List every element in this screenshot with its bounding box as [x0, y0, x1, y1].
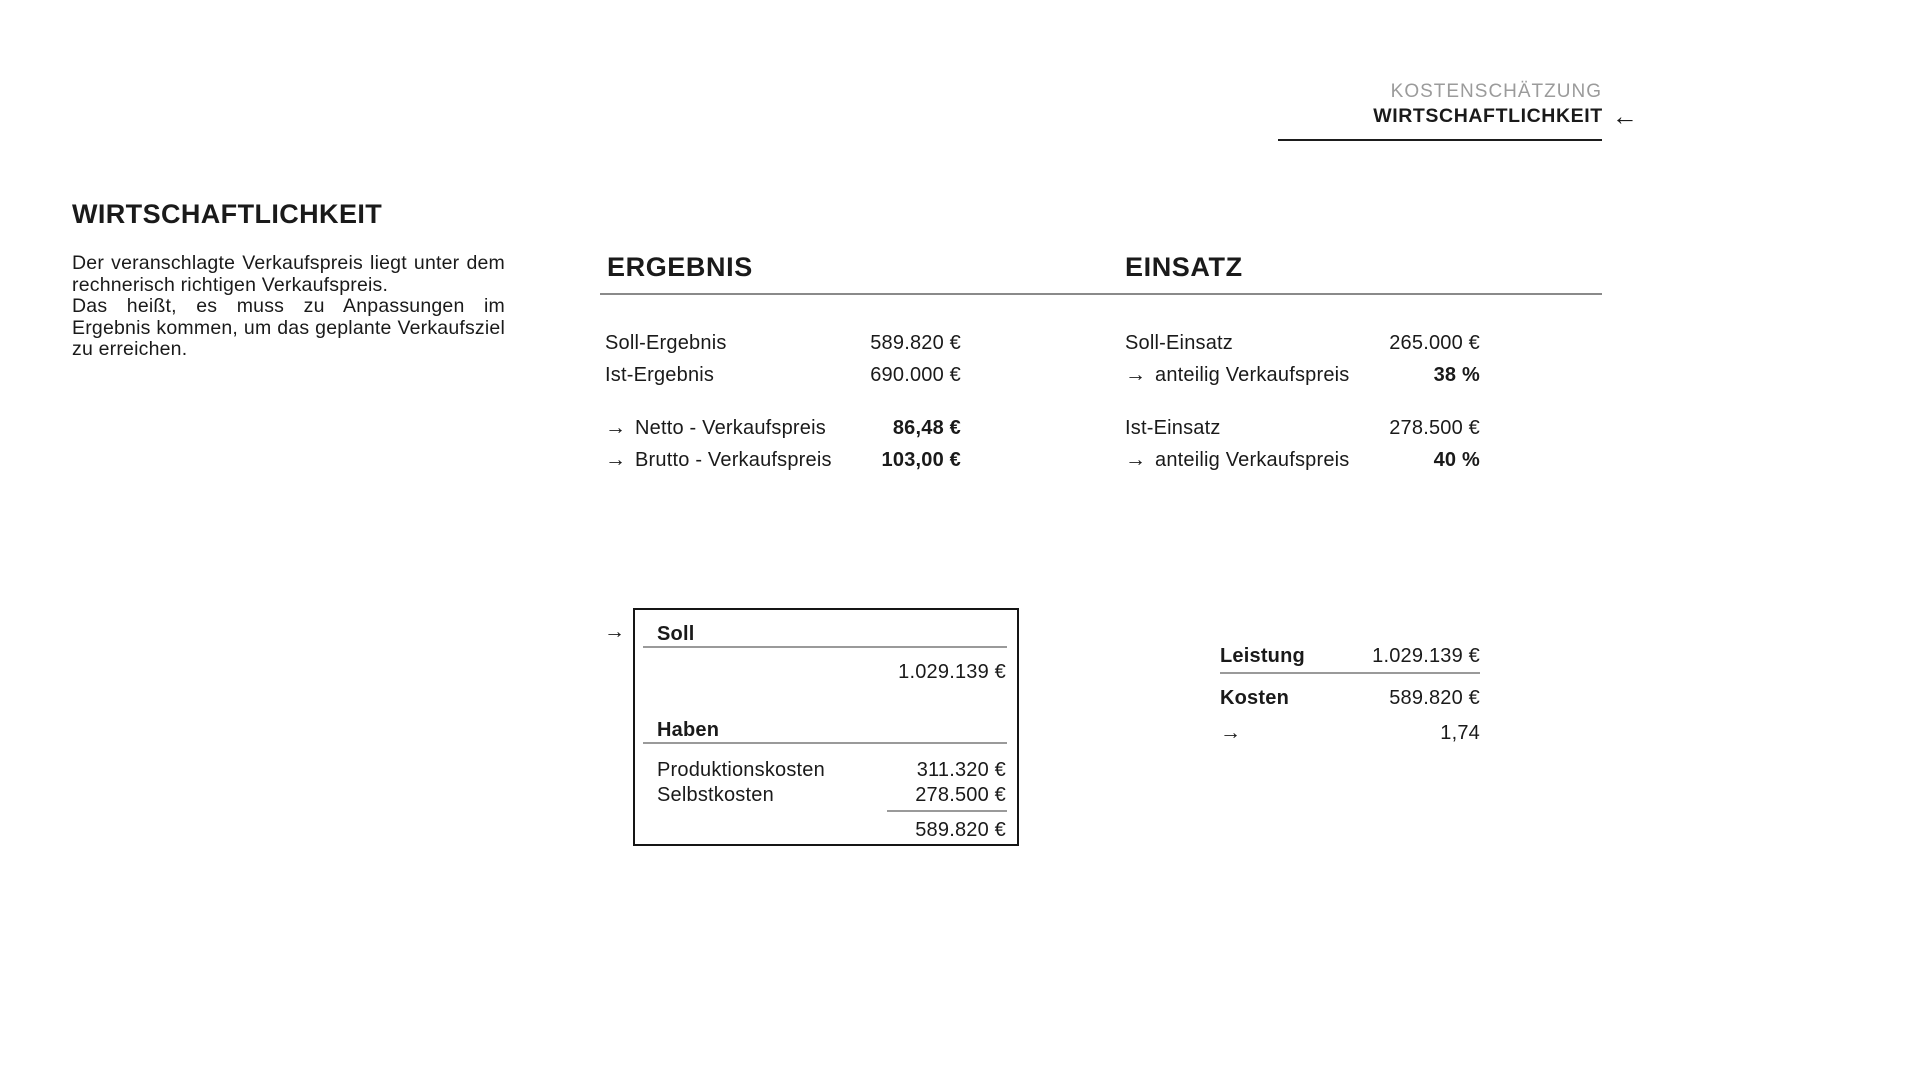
row-value: 40 %: [1433, 448, 1480, 471]
row-value: 38 %: [1433, 363, 1480, 386]
table-row: [605, 327, 961, 359]
row-label: Ist-Einsatz: [1125, 416, 1221, 439]
row-label: Ist-Ergebnis: [605, 363, 715, 386]
arrow-right-icon: →: [1125, 363, 1147, 386]
table-row: [605, 444, 961, 476]
row-label: anteilig Verkaufspreis: [1155, 448, 1350, 471]
haben-heading: Haben: [657, 719, 720, 741]
intro-text: [72, 253, 505, 361]
haben-underline: [643, 742, 1007, 744]
row-label: Soll-Einsatz: [1125, 331, 1233, 354]
row-value: 278.500 €: [1389, 416, 1480, 439]
breadcrumb: [1278, 81, 1638, 131]
table-row: [1220, 719, 1480, 747]
table-row: [657, 781, 1006, 809]
soll-value: 1.029.139 €: [898, 661, 1006, 683]
table-row: [1125, 412, 1480, 444]
row-label: Soll-Ergebnis: [605, 331, 727, 354]
page-title: WIRTSCHAFTLICHKEIT: [72, 199, 383, 229]
row-value: 1.029.139 €: [1372, 644, 1480, 667]
row-label: Brutto - Verkaufspreis: [635, 448, 832, 471]
row-value: 589.820 €: [1389, 686, 1480, 709]
row-label: anteilig Verkaufspreis: [1155, 363, 1350, 386]
row-value: 278.500 €: [915, 784, 1006, 806]
total-value: 589.820 €: [915, 819, 1006, 841]
einsatz-table: [1125, 327, 1480, 476]
row-value: 589.820 €: [870, 331, 961, 354]
table-row: [1220, 684, 1480, 712]
breadcrumb-underline: [1278, 139, 1602, 141]
section-divider: [600, 293, 1602, 295]
row-value: 1,74: [1440, 721, 1480, 744]
row-value: 265.000 €: [1389, 331, 1480, 354]
total-rule: [887, 810, 1007, 812]
soll-heading: Soll: [657, 623, 695, 645]
table-row: [605, 359, 961, 391]
row-value: 103,00 €: [881, 448, 961, 471]
arrow-left-icon: ←: [1611, 101, 1638, 131]
section-title-einsatz: EINSATZ: [1125, 252, 1243, 282]
intro-paragraph-1: Der veranschlagte Verkaufspreis liegt unter dem rechnerisch richtigen Verkaufspreis.: [72, 252, 505, 296]
row-label: Selbstkosten: [657, 784, 774, 806]
t-account-box: [633, 608, 1019, 846]
ergebnis-table: [605, 327, 961, 476]
soll-underline: [643, 646, 1007, 648]
row-value: 311.320 €: [916, 759, 1006, 781]
arrow-right-icon: →: [604, 620, 626, 643]
table-row: [1220, 642, 1480, 670]
arrow-right-icon: →: [605, 416, 627, 439]
table-row: [657, 756, 1006, 784]
row-value: 86,48 €: [892, 416, 961, 439]
table-row: [605, 412, 961, 444]
row-label: Leistung: [1220, 644, 1305, 667]
table-row: [1125, 327, 1480, 359]
leistung-underline: [1220, 672, 1480, 674]
intro-paragraph-2: Das heißt, es muss zu Anpassungen im Ergebnis kommen, um das geplante Verkaufsziel zu erreichen.: [72, 295, 505, 361]
breadcrumb-item-wirtschaftlichkeit[interactable]: WIRTSCHAFTLICHKEIT: [1373, 105, 1603, 127]
row-label: Kosten: [1220, 686, 1289, 709]
table-row: [1125, 444, 1480, 476]
table-row: [1125, 359, 1480, 391]
row-label: Produktionskosten: [657, 759, 825, 781]
section-title-ergebnis: ERGEBNIS: [607, 252, 753, 282]
arrow-right-icon: →: [1125, 448, 1147, 471]
arrow-right-icon: →: [605, 448, 627, 471]
arrow-right-icon: →: [1220, 721, 1242, 744]
ratio-block: [1220, 642, 1480, 747]
row-label: Netto - Verkaufspreis: [635, 416, 826, 439]
breadcrumb-item-kostenschaetzung[interactable]: KOSTENSCHÄTZUNG: [1390, 81, 1602, 102]
row-value: 690.000 €: [870, 363, 961, 386]
